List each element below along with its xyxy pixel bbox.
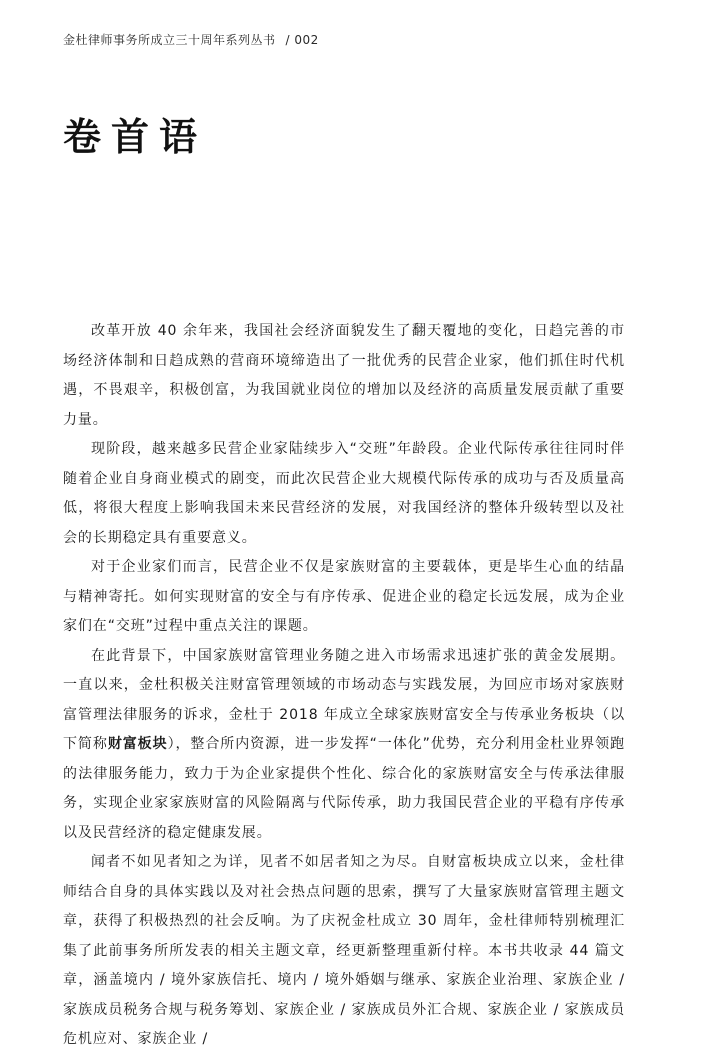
page-number: / 002 [285, 33, 319, 47]
paragraph-4-bold-term: 财富板块 [107, 736, 168, 752]
page-title: 卷首语 [63, 115, 208, 159]
paragraph-5: 闻者不如见者知之为详，见者不如居者知之为尽。自财富板块成立以来，金杜律师结合自身的具体实践以及对社会热点问题的思索，撰写了大量家族财富管理主题文章，获得了积极热烈的社会反响。为了庆祝金杜成立 30 周年，金杜律师特别梳理汇集了此前事务所所发表的相关主题文章，经更新整理重新付梓。本书共收录 44 篇文章，涵盖境内 / 境外家族信托、境内 / 境外婚姻与继承、家族企业治理、家族企业 / 家族成员税务合规与税务筹划、家族企业 / 家族成员外汇合规、家族企业 / 家族成员危机应对、家族企业 / [63, 854, 625, 1047]
paragraph-4-text-before: 在此背景下，中国家族财富管理业务随之进入市场需求迅速扩张的黄金发展期。一直以来，金杜积极关注财富管理领域的市场动态与实践发展，为回应市场对家族财富管理法律服务的诉求，金杜于 2018 年成立全球家族财富安全与传承业务板块（以下简称 [63, 647, 625, 752]
running-header [63, 31, 319, 48]
series-title: 金杜律师事务所成立三十周年系列丛书 [63, 33, 276, 47]
paragraph-2: 现阶段，越来越多民营企业家陆续步入“交班”年龄段。企业代际传承往往同时伴随着企业自身商业模式的剧变，而此次民营企业大规模代际传承的成功与否及质量高低，将很大程度上影响我国未来民营经济的发展，对我国经济的整体升级转型以及社会的长期稳定具有重要意义。 [63, 441, 625, 546]
paragraph-1: 改革开放 40 余年来，我国社会经济面貌发生了翻天覆地的变化，日趋完善的市场经济体制和日趋成熟的营商环境缔造出了一批优秀的民营企业家，他们抓住时代机遇，不畏艰辛，积极创富，为我国就业岗位的增加以及经济的高质量发展贡献了重要力量。 [63, 323, 625, 428]
paragraph-3: 对于企业家们而言，民营企业不仅是家族财富的主要载体，更是毕生心血的结晶与精神寄托。如何实现财富的安全与有序传承、促进企业的稳定长远发展，成为企业家们在“交班”过程中重点关注的课题。 [63, 559, 625, 634]
paragraph-4 [63, 642, 625, 849]
paragraph-4-text-after: ），整合所内资源，进一步发挥“一体化”优势，充分利用金杜业界领跑的法律服务能力，致力于为企业家提供个性化、综合化的家族财富安全与传承法律服务，实现企业家家族财富的风险隔离与代际传承，助力我国民营企业的平稳有序传承以及民营经济的稳定健康发展。 [63, 736, 625, 841]
body-text [63, 317, 625, 1055]
